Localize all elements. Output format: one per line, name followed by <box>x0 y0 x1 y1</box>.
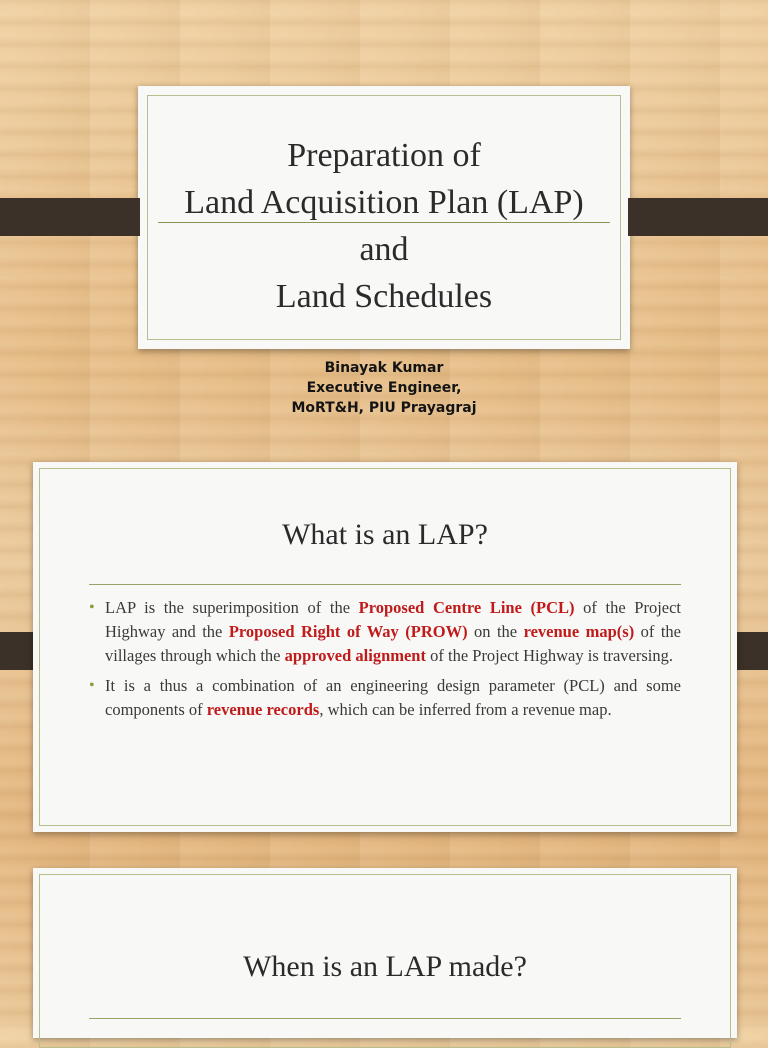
title-line-3: and <box>359 231 409 268</box>
text: of the villages through which the <box>105 622 681 665</box>
list-item <box>89 596 681 668</box>
heading-underline <box>89 1018 681 1019</box>
highlight-text: revenue records <box>206 700 320 719</box>
author-designation: Executive Engineer, <box>306 380 462 396</box>
title-line-1: Preparation of <box>287 137 481 174</box>
highlight-text: Proposed Right of Way (PROW) <box>228 622 468 641</box>
highlight-text: approved alignment <box>284 646 426 665</box>
list-item <box>89 674 681 722</box>
text: of the Project Highway is traversing. <box>425 646 673 665</box>
slide-heading: What is an LAP? <box>282 518 488 551</box>
when-is-lap-made-slide[interactable] <box>33 868 737 1038</box>
heading-underline <box>89 584 681 585</box>
author-office: MoRT&H, PIU Prayagraj <box>291 400 477 416</box>
author-block <box>0 358 768 418</box>
bullet-icon: • <box>89 599 95 616</box>
slide-heading: When is an LAP made? <box>243 950 527 983</box>
title-slide[interactable] <box>138 86 630 349</box>
highlight-text: Proposed Centre Line (PCL) <box>358 598 575 617</box>
title-line-2: Land Acquisition Plan (LAP) <box>184 184 584 221</box>
text: LAP is the superimposition of the <box>105 598 359 617</box>
decor-bar-left-1b <box>0 198 140 236</box>
text: , which can be inferred from a revenue map. <box>319 700 612 719</box>
text: It is a thus a combination of an engineering design parameter (PCL) and some components of <box>105 676 681 719</box>
slide-title <box>138 132 630 320</box>
text: on the <box>467 622 524 641</box>
what-is-lap-slide[interactable] <box>33 462 737 832</box>
decor-bar-right-1b <box>628 198 768 236</box>
author-name: Binayak Kumar <box>324 360 444 376</box>
bullet-icon: • <box>89 677 95 694</box>
bullet-list <box>89 596 681 728</box>
text: of the Project Highway and the <box>105 598 682 641</box>
title-line-4: Land Schedules <box>275 278 493 315</box>
highlight-text: revenue map(s) <box>523 622 635 641</box>
